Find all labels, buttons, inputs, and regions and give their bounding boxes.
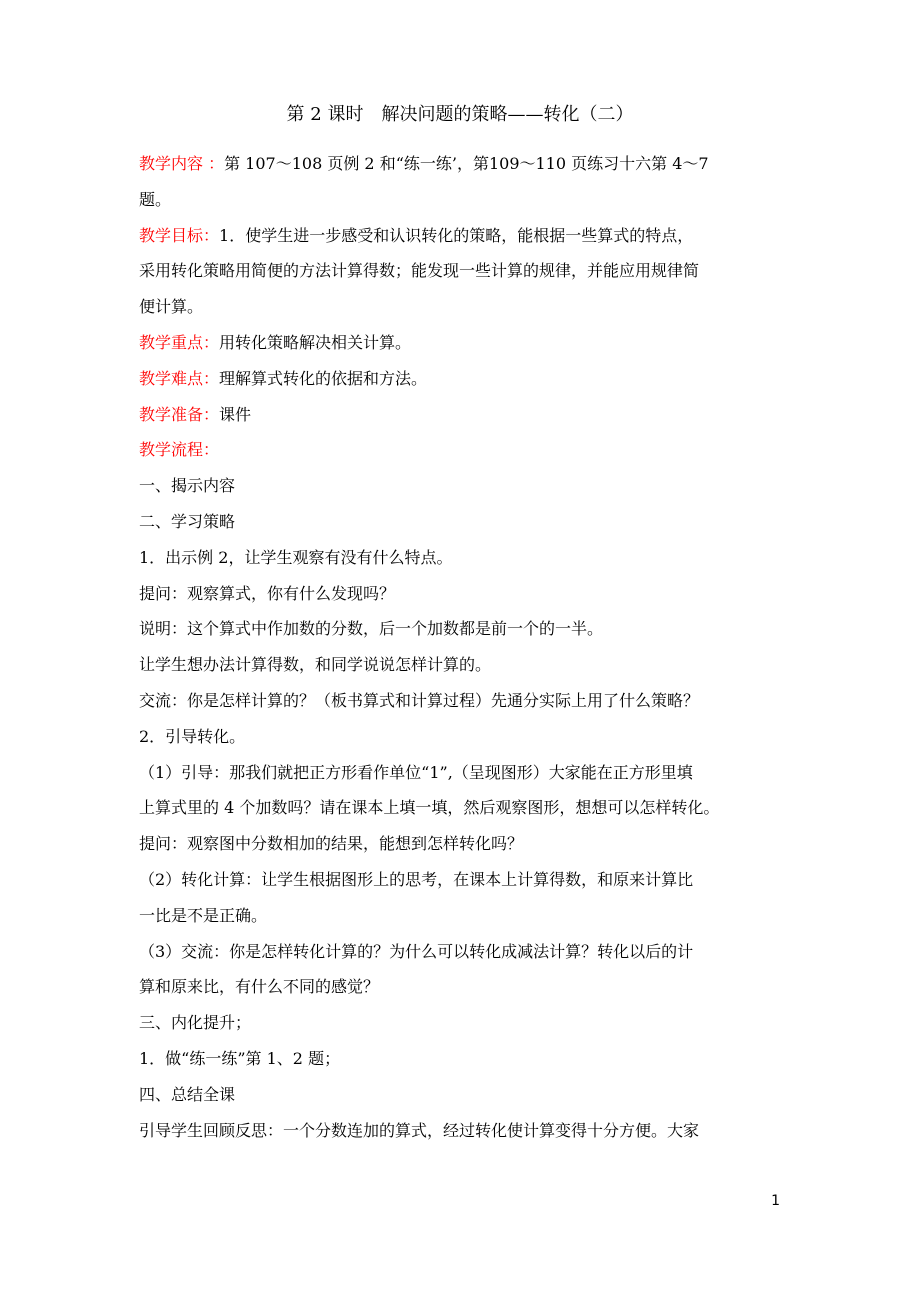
step-show-example: 1．出示例 2，让学生观察有没有什么特点。 xyxy=(139,547,453,567)
step-guide-conversion: 2．引导转化。 xyxy=(139,726,246,746)
question-observe: 提问：观察算式，你有什么发现吗？ xyxy=(139,583,396,603)
key-point-line xyxy=(139,325,781,361)
convert-calc-line-1: （2）转化计算：让学生根据图形上的思考，在课本上计算得数，和原来计算比 xyxy=(139,869,694,889)
goal-line-3: 便计算。 xyxy=(139,297,204,317)
explanation-line: 说明：这个算式中作加数的分数，后一个加数都是前一个的一半。 xyxy=(139,619,604,639)
goal-line-1 xyxy=(139,218,781,254)
section-summary: 四、总结全课 xyxy=(139,1084,236,1104)
section-reveal-content: 一、揭示内容 xyxy=(139,476,236,496)
content-line-2: 题。 xyxy=(139,189,172,209)
student-calculate-line: 让学生想办法计算得数，和同学说说怎样计算的。 xyxy=(139,655,492,675)
preparation-line xyxy=(139,397,781,433)
section-learn-strategy: 二、学习策略 xyxy=(139,511,236,531)
preparation-label: 教学准备： xyxy=(139,404,220,424)
goal-line-2: 采用转化策略用简便的方法计算得数；能发现一些计算的规律，并能应用规律简 xyxy=(139,261,700,281)
exchange-convert-line-1: （3）交流：你是怎样转化计算的？为什么可以转化成减法计算？转化以后的计 xyxy=(139,941,694,961)
page-number: 1 xyxy=(771,1193,780,1209)
preparation-text: 课件 xyxy=(219,404,252,424)
question-figure: 提问：观察图中分数相加的结果，能想到怎样转化吗？ xyxy=(139,834,524,854)
exchange-convert-line-2: 算和原来比，有什么不同的感觉？ xyxy=(139,977,380,997)
section-internalize: 三、内化提升； xyxy=(139,1013,252,1033)
review-line: 引导学生回顾反思：一个分数连加的算式，经过转化使计算变得十分方便。大家 xyxy=(139,1120,700,1140)
guide-line-2: 上算式里的 4 个加数吗？请在课本上填一填，然后观察图形，想想可以怎样转化。 xyxy=(139,798,720,818)
difficulty-label: 教学难点： xyxy=(139,368,220,388)
goal-text: 1．使学生进一步感受和认识转化的策略，能根据一些算式的特点， xyxy=(219,225,694,245)
difficulty-line xyxy=(139,361,781,397)
goal-label: 教学目标： xyxy=(139,225,220,245)
exchange-line: 交流：你是怎样计算的？（板书算式和计算过程）先通分实际上用了什么策略？ xyxy=(139,690,700,710)
guide-line-1: （1）引导：那我们就把正方形看作单位“1”,（呈现图形）大家能在正方形里填 xyxy=(139,762,693,782)
process-label: 教学流程： xyxy=(139,440,220,460)
key-point-text: 用转化策略解决相关计算。 xyxy=(219,332,412,352)
content-label: 教学内容 ： xyxy=(139,154,225,173)
practice-line: 1．做“练一练”第 1、2 题； xyxy=(139,1048,341,1068)
process-line xyxy=(139,432,781,468)
page-title: 第 2 课时 解决问题的策略——转化（二） xyxy=(286,104,634,125)
content-text: 第 107～108 页例 2 和“练一练’，第109～110 页练习十六第 4～7 xyxy=(224,154,709,173)
difficulty-text: 理解算式转化的依据和方法。 xyxy=(219,368,428,388)
content-line-1 xyxy=(139,146,781,182)
key-point-label: 教学重点： xyxy=(139,332,220,352)
lesson-body xyxy=(139,146,781,1148)
convert-calc-line-2: 一比是不是正确。 xyxy=(139,905,268,925)
